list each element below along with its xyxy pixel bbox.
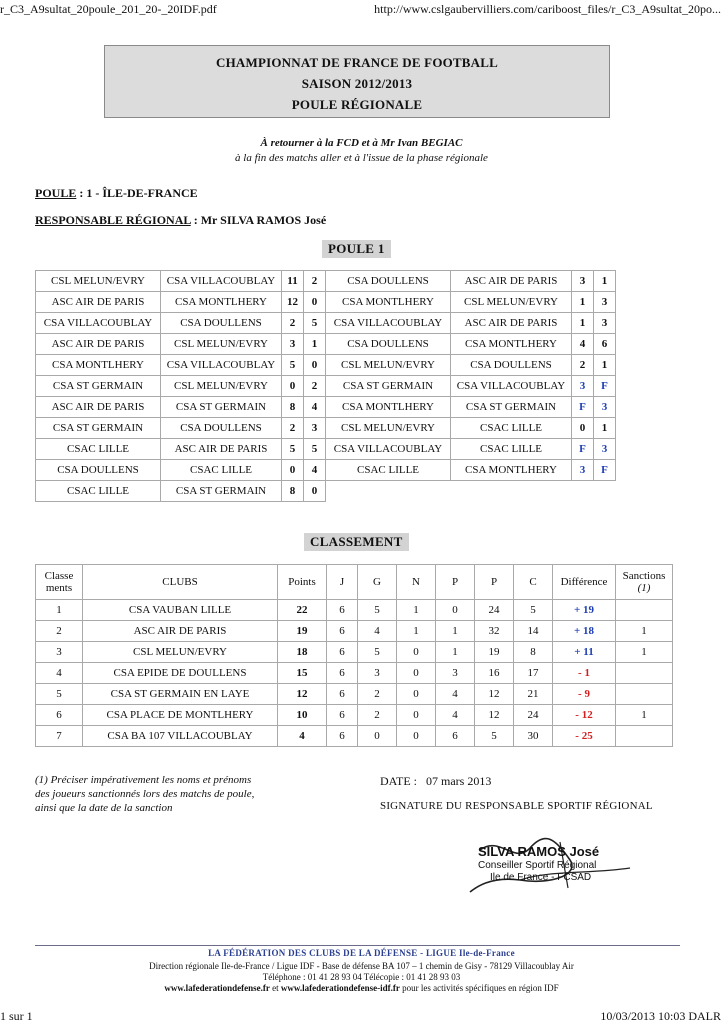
footnote-line-1: (1) Préciser impérativement les noms et prénoms (35, 774, 252, 786)
cell-won: 3 (358, 663, 397, 684)
matches-table (35, 270, 616, 502)
match-home-team: ASC AIR DE PARIS (36, 397, 161, 418)
match-home-team: CSA ST GERMAIN (36, 376, 161, 397)
match-home-score: 1 (572, 292, 594, 313)
header-difference: Différence (553, 565, 616, 600)
cell-goals-for: 16 (475, 663, 514, 684)
standings-row (36, 663, 673, 684)
cell-lost: 1 (436, 621, 475, 642)
cell-won: 2 (358, 684, 397, 705)
match-home-team: CSA MONTLHERY (326, 292, 451, 313)
standings-row (36, 726, 673, 747)
match-away-score: 1 (304, 334, 326, 355)
cell-sanctions (616, 600, 673, 621)
match-home-score: 2 (572, 355, 594, 376)
match-row (36, 271, 616, 292)
federation-websites (0, 983, 723, 993)
header-points: Points (278, 565, 327, 600)
stamp-name: SILVA RAMOS José (478, 844, 600, 859)
cell-played: 6 (327, 600, 358, 621)
cell-drawn: 0 (397, 642, 436, 663)
title-line-2: SAISON 2012/2013 (301, 76, 413, 91)
cell-goals-for: 12 (475, 684, 514, 705)
match-away-score: 3 (594, 397, 616, 418)
website-rest: pour les activités spécifiques en région IDF (399, 983, 559, 993)
match-row (36, 439, 616, 460)
header-clubs: CLUBS (83, 565, 278, 600)
match-row (36, 292, 616, 313)
cell-goals-for: 12 (475, 705, 514, 726)
cell-clubs: CSA VAUBAN LILLE (83, 600, 278, 621)
document-title-box (104, 45, 610, 118)
match-away-team: CSA VILLACOUBLAY (451, 376, 572, 397)
match-home-score: 3 (282, 334, 304, 355)
cell-won: 4 (358, 621, 397, 642)
cell-points: 22 (278, 600, 327, 621)
cell-drawn: 1 (397, 621, 436, 642)
match-away-team: CSL MELUN/EVRY (451, 292, 572, 313)
match-home-score: 4 (572, 334, 594, 355)
match-home-team: CSA DOULLENS (326, 334, 451, 355)
title-line-3: POULE RÉGIONALE (291, 97, 423, 112)
poule-info (35, 186, 198, 201)
cell-points: 19 (278, 621, 327, 642)
empty-cell (451, 481, 572, 502)
match-home-team: CSAC LILLE (36, 439, 161, 460)
header-played: J (327, 565, 358, 600)
print-footer-datetime: 10/03/2013 10:03 DALR (600, 1009, 721, 1023)
cell-played: 6 (327, 663, 358, 684)
footnote-line-3: ainsi que la date de la sanction (35, 802, 173, 814)
cell-clubs: CSA BA 107 VILLACOUBLAY (83, 726, 278, 747)
print-header-url: http://www.cslgaubervilliers.com/cariboost_files/r_C3_A9sultat_20po... (374, 2, 721, 16)
stamp-organization: Ile de France - FCSAD (490, 872, 592, 883)
poule-label: POULE (35, 186, 77, 200)
cell-clubs: CSA EPIDE DE DOULLENS (83, 663, 278, 684)
cell-goals-against: 24 (514, 705, 553, 726)
cell-difference: + 11 (553, 642, 616, 663)
match-away-team: CSAC LILLE (451, 439, 572, 460)
poule-heading: POULE 1 (322, 240, 391, 258)
website-and: et (269, 983, 281, 993)
federation-phone: Téléphone : 01 41 28 93 04 Télécopie : 01 41 28 93 03 (262, 972, 461, 982)
match-away-team: CSA ST GERMAIN (161, 397, 282, 418)
match-away-team: CSL MELUN/EVRY (161, 376, 282, 397)
match-away-score: 0 (304, 292, 326, 313)
match-home-score: 5 (282, 355, 304, 376)
standings-table (35, 564, 673, 747)
return-note-line-1: À retourner à la FCD et à Mr Ivan BEGIAC (260, 137, 463, 149)
match-away-team: CSA MONTLHERY (451, 334, 572, 355)
match-away-team: CSA VILLACOUBLAY (161, 355, 282, 376)
cell-points: 12 (278, 684, 327, 705)
standings-header-row (36, 565, 673, 600)
cell-points: 18 (278, 642, 327, 663)
match-away-team: ASC AIR DE PARIS (451, 313, 572, 334)
match-away-team: CSA VILLACOUBLAY (161, 271, 282, 292)
header-won: G (358, 565, 397, 600)
match-row (36, 481, 616, 502)
match-home-team: CSL MELUN/EVRY (326, 418, 451, 439)
match-home-team: CSA MONTLHERY (326, 397, 451, 418)
cell-played: 6 (327, 705, 358, 726)
cell-difference: + 19 (553, 600, 616, 621)
cell-rank: 6 (36, 705, 83, 726)
match-home-score: 2 (282, 418, 304, 439)
match-away-score: 3 (594, 292, 616, 313)
match-home-score: 2 (282, 313, 304, 334)
classement-heading: CLASSEMENT (304, 533, 409, 551)
cell-rank: 5 (36, 684, 83, 705)
match-home-score: 8 (282, 481, 304, 502)
standings-row (36, 621, 673, 642)
match-home-team: CSA VILLACOUBLAY (36, 313, 161, 334)
responsable-label: RESPONSABLE RÉGIONAL (35, 213, 191, 227)
cell-difference: + 18 (553, 621, 616, 642)
cell-goals-against: 14 (514, 621, 553, 642)
empty-cell (572, 481, 594, 502)
cell-played: 6 (327, 726, 358, 747)
match-away-score: F (594, 460, 616, 481)
cell-rank: 1 (36, 600, 83, 621)
match-home-score: 0 (572, 418, 594, 439)
cell-sanctions: 1 (616, 621, 673, 642)
match-home-team: CSL MELUN/EVRY (36, 271, 161, 292)
match-home-score: 3 (572, 271, 594, 292)
footer-divider (35, 945, 680, 946)
cell-rank: 2 (36, 621, 83, 642)
cell-won: 0 (358, 726, 397, 747)
match-home-team: CSA VILLACOUBLAY (326, 313, 451, 334)
cell-goals-for: 24 (475, 600, 514, 621)
match-home-team: CSA DOULLENS (326, 271, 451, 292)
cell-sanctions (616, 726, 673, 747)
match-away-score: 0 (304, 355, 326, 376)
cell-lost: 4 (436, 705, 475, 726)
standings-row (36, 600, 673, 621)
match-away-score: 5 (304, 439, 326, 460)
cell-goals-for: 32 (475, 621, 514, 642)
match-away-score: 1 (594, 355, 616, 376)
return-note-line-2: à la fin des matchs aller et à l'issue de la phase régionale (235, 152, 488, 164)
footnote-line-2: des joueurs sanctionnés lors des matchs de poule, (35, 788, 255, 800)
cell-drawn: 1 (397, 600, 436, 621)
match-home-score: 0 (282, 460, 304, 481)
cell-sanctions: 1 (616, 705, 673, 726)
cell-difference: - 1 (553, 663, 616, 684)
match-home-score: 8 (282, 397, 304, 418)
match-away-team: ASC AIR DE PARIS (161, 439, 282, 460)
cell-lost: 6 (436, 726, 475, 747)
match-away-score: 1 (594, 418, 616, 439)
match-away-team: CSA MONTLHERY (451, 460, 572, 481)
cell-drawn: 0 (397, 705, 436, 726)
match-home-team: CSA ST GERMAIN (36, 418, 161, 439)
cell-points: 10 (278, 705, 327, 726)
signature-label: SIGNATURE DU RESPONSABLE SPORTIF RÉGIONAL (380, 800, 653, 812)
match-home-team: CSAC LILLE (36, 481, 161, 502)
date-value: 07 mars 2013 (426, 774, 492, 788)
federation-name: LA FÉDÉRATION DES CLUBS DE LA DÉFENSE - LIGUE Ile-de-France (208, 948, 515, 958)
match-away-score: 2 (304, 271, 326, 292)
print-header-filename: r_C3_A9sultat_20poule_201_20-_20IDF.pdf (0, 2, 217, 16)
match-home-score: 0 (282, 376, 304, 397)
match-away-team: CSL MELUN/EVRY (161, 334, 282, 355)
standings-row (36, 642, 673, 663)
header-drawn: N (397, 565, 436, 600)
match-home-score: 1 (572, 313, 594, 334)
cell-goals-against: 21 (514, 684, 553, 705)
match-away-score: 1 (594, 271, 616, 292)
match-away-team: CSAC LILLE (161, 460, 282, 481)
match-away-team: ASC AIR DE PARIS (451, 271, 572, 292)
cell-clubs: CSA ST GERMAIN EN LAYE (83, 684, 278, 705)
match-home-score: 3 (572, 376, 594, 397)
match-home-team: CSA ST GERMAIN (326, 376, 451, 397)
empty-cell (326, 481, 451, 502)
poule-value: : 1 - ÎLE-DE-FRANCE (79, 186, 198, 200)
responsable-info (35, 213, 326, 228)
empty-cell (594, 481, 616, 502)
header-goals-against: C (514, 565, 553, 600)
match-away-score: 5 (304, 313, 326, 334)
cell-clubs: ASC AIR DE PARIS (83, 621, 278, 642)
cell-goals-against: 5 (514, 600, 553, 621)
cell-sanctions: 1 (616, 642, 673, 663)
match-away-score: 3 (594, 313, 616, 334)
match-away-team: CSA ST GERMAIN (161, 481, 282, 502)
cell-played: 6 (327, 621, 358, 642)
website-link-1[interactable]: www.lafederationdefense.fr (164, 983, 270, 993)
header-sanctions-note: (1) (637, 582, 651, 594)
match-away-score: 4 (304, 397, 326, 418)
stamp-title: Conseiller Sportif Régional (478, 860, 597, 871)
match-away-team: CSA ST GERMAIN (451, 397, 572, 418)
responsable-value: : Mr SILVA RAMOS José (193, 213, 327, 227)
cell-lost: 3 (436, 663, 475, 684)
cell-lost: 1 (436, 642, 475, 663)
sanctions-footnote (35, 773, 295, 815)
cell-lost: 4 (436, 684, 475, 705)
cell-rank: 3 (36, 642, 83, 663)
cell-difference: - 12 (553, 705, 616, 726)
match-home-score: 5 (282, 439, 304, 460)
website-link-2[interactable]: www.lafederationdefense-idf.fr (280, 983, 400, 993)
match-home-team: ASC AIR DE PARIS (36, 334, 161, 355)
match-home-team: CSL MELUN/EVRY (326, 355, 451, 376)
date-line (380, 774, 491, 789)
match-away-team: CSA MONTLHERY (161, 292, 282, 313)
cell-points: 4 (278, 726, 327, 747)
cell-lost: 0 (436, 600, 475, 621)
cell-clubs: CSL MELUN/EVRY (83, 642, 278, 663)
cell-drawn: 0 (397, 684, 436, 705)
title-line-1: CHAMPIONNAT DE FRANCE DE FOOTBALL (215, 55, 499, 70)
matches-body (36, 271, 616, 502)
cell-played: 6 (327, 642, 358, 663)
match-home-score: 11 (282, 271, 304, 292)
header-sanctions (616, 565, 673, 600)
match-away-team: CSA DOULLENS (161, 418, 282, 439)
cell-played: 6 (327, 684, 358, 705)
header-lost: P (436, 565, 475, 600)
cell-goals-against: 30 (514, 726, 553, 747)
match-home-team: CSAC LILLE (326, 460, 451, 481)
cell-won: 2 (358, 705, 397, 726)
match-away-score: F (594, 376, 616, 397)
match-away-team: CSA DOULLENS (161, 313, 282, 334)
standings-body (36, 600, 673, 747)
cell-drawn: 0 (397, 726, 436, 747)
print-footer-page: 1 sur 1 (0, 1009, 33, 1023)
match-row (36, 313, 616, 334)
cell-goals-against: 17 (514, 663, 553, 684)
cell-difference: - 25 (553, 726, 616, 747)
match-home-team: CSA DOULLENS (36, 460, 161, 481)
cell-won: 5 (358, 642, 397, 663)
cell-goals-against: 8 (514, 642, 553, 663)
cell-sanctions (616, 684, 673, 705)
match-home-score: 12 (282, 292, 304, 313)
cell-goals-for: 19 (475, 642, 514, 663)
match-away-score: 6 (594, 334, 616, 355)
match-home-team: CSA MONTLHERY (36, 355, 161, 376)
standings-row (36, 684, 673, 705)
date-label: DATE : (380, 774, 417, 788)
cell-points: 15 (278, 663, 327, 684)
match-row (36, 355, 616, 376)
match-home-score: 3 (572, 460, 594, 481)
match-row (36, 418, 616, 439)
match-away-score: 0 (304, 481, 326, 502)
standings-row (36, 705, 673, 726)
cell-won: 5 (358, 600, 397, 621)
match-away-team: CSA DOULLENS (451, 355, 572, 376)
cell-goals-for: 5 (475, 726, 514, 747)
match-away-team: CSAC LILLE (451, 418, 572, 439)
match-home-score: F (572, 397, 594, 418)
match-home-score: F (572, 439, 594, 460)
match-away-score: 4 (304, 460, 326, 481)
cell-rank: 7 (36, 726, 83, 747)
match-row (36, 376, 616, 397)
header-goals-for: P (475, 565, 514, 600)
match-away-score: 3 (594, 439, 616, 460)
match-home-team: CSA VILLACOUBLAY (326, 439, 451, 460)
match-away-score: 2 (304, 376, 326, 397)
cell-rank: 4 (36, 663, 83, 684)
header-sanctions-text: Sanctions (622, 570, 666, 582)
cell-drawn: 0 (397, 663, 436, 684)
match-home-team: ASC AIR DE PARIS (36, 292, 161, 313)
cell-difference: - 9 (553, 684, 616, 705)
match-away-score: 3 (304, 418, 326, 439)
cell-clubs: CSA PLACE DE MONTLHERY (83, 705, 278, 726)
header-rank: Classe ments (36, 565, 83, 600)
cell-sanctions (616, 663, 673, 684)
match-row (36, 397, 616, 418)
federation-address: Direction régionale Ile-de-France / Ligue IDF - Base de défense BA 107 – 1 chemin de Gisy - 78129 Villacoublay Air (149, 961, 574, 971)
match-row (36, 334, 616, 355)
match-row (36, 460, 616, 481)
